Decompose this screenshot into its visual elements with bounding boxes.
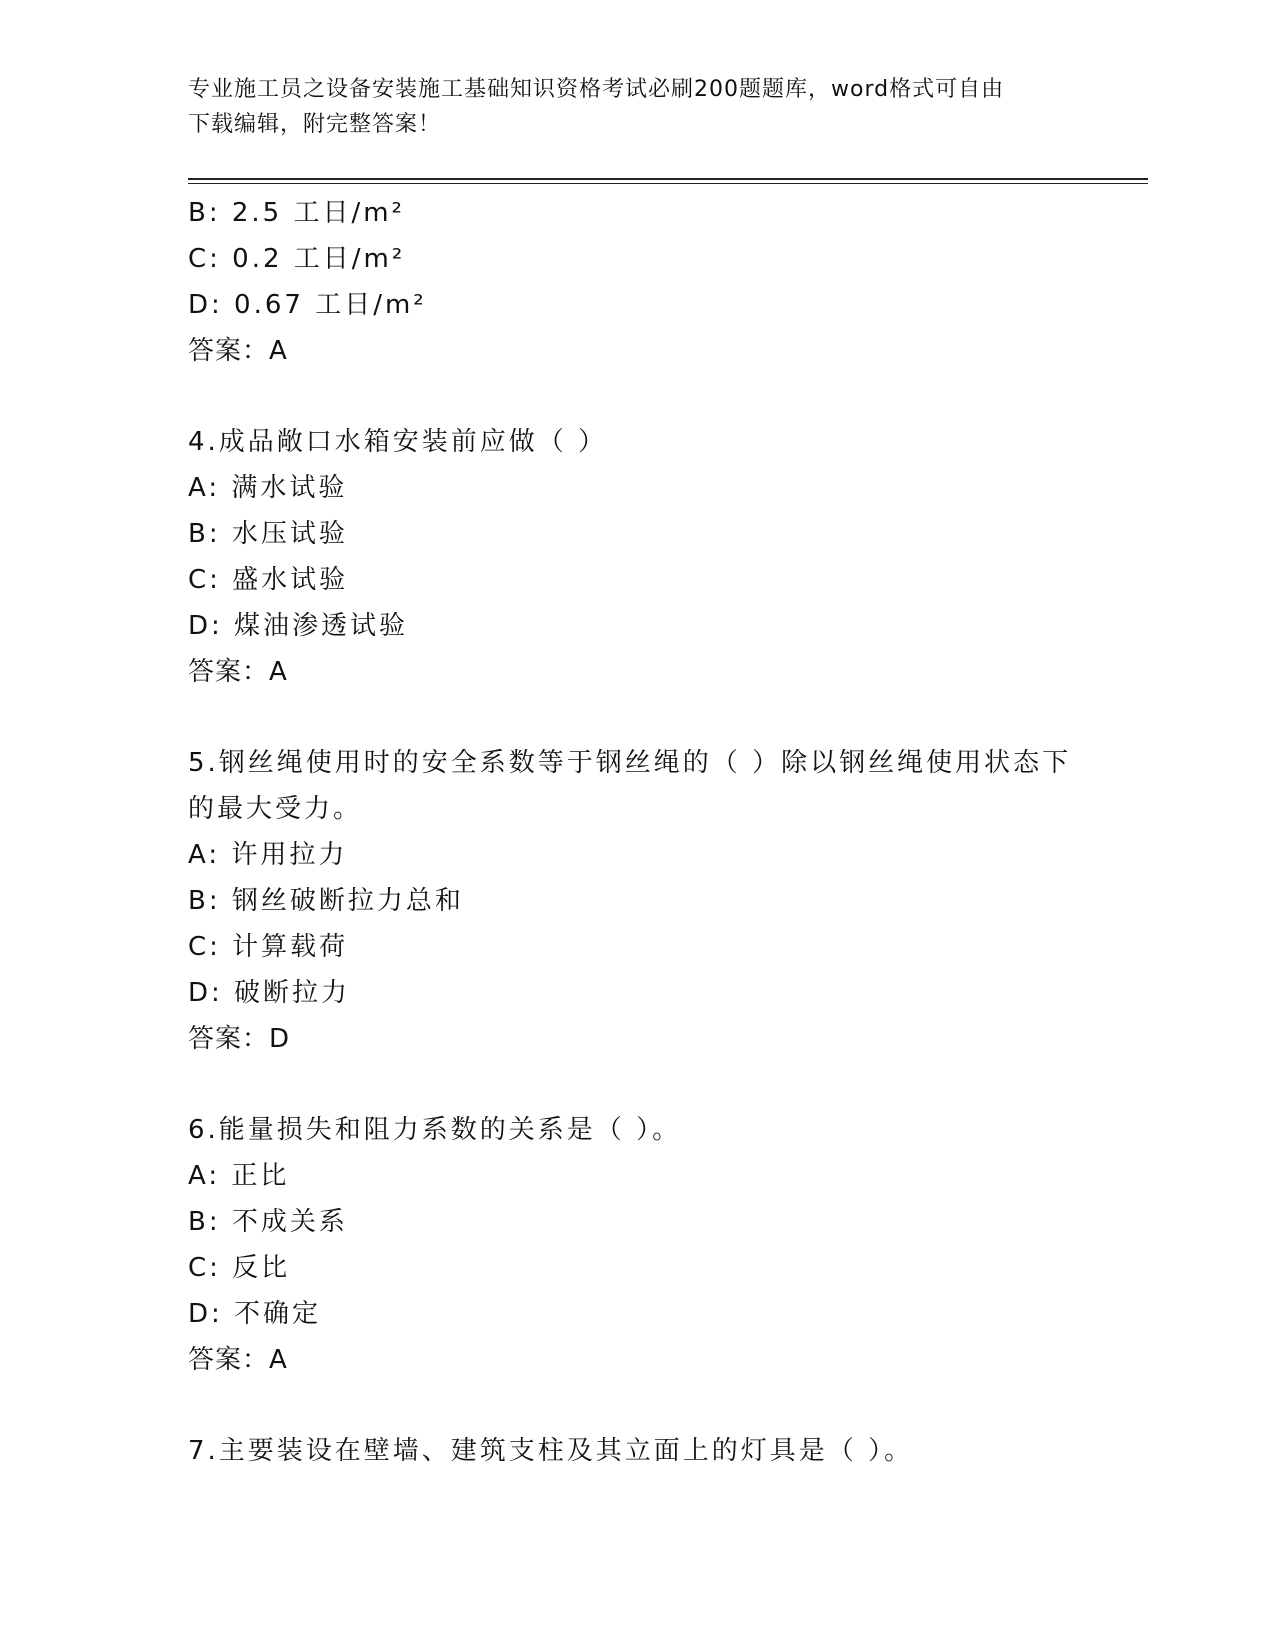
spacer (188, 695, 1088, 740)
header-title-line-1: 专业施工员之设备安装施工基础知识资格考试必刷200题题库，word格式可自由 (188, 77, 1005, 102)
option-c: C: 盛水试验 (188, 565, 349, 595)
spacer (188, 1383, 1088, 1428)
option-d: D: 煤油渗透试验 (188, 611, 409, 641)
option-a: A: 许用拉力 (188, 840, 348, 870)
question-7 (188, 1428, 1088, 1474)
question-4 (188, 419, 1088, 695)
document-header (188, 72, 1068, 142)
option-c: C: 0.2 工日/m² (188, 244, 406, 274)
answer: 答案：A (188, 336, 288, 366)
option-b: B: 不成关系 (188, 1207, 348, 1237)
option-a: A: 满水试验 (188, 473, 348, 503)
question-text-line-2: 的最大受力。 (188, 794, 363, 824)
option-d: D: 破断拉力 (188, 978, 351, 1008)
question-text: 7.主要装设在壁墙、建筑支柱及其立面上的灯具是（ ）。 (188, 1436, 914, 1466)
answer: 答案：D (188, 1024, 291, 1054)
option-b: B: 2.5 工日/m² (188, 198, 405, 228)
option-b: B: 钢丝破断拉力总和 (188, 886, 464, 916)
option-d: D: 0.67 工日/m² (188, 290, 427, 320)
header-divider-thin (188, 183, 1148, 184)
question-3-continuation (188, 190, 1088, 374)
answer: 答案：A (188, 657, 288, 687)
question-5 (188, 740, 1088, 1062)
question-text: 4.成品敞口水箱安装前应做（ ） (188, 427, 608, 457)
option-c: C: 计算载荷 (188, 932, 349, 962)
spacer (188, 374, 1088, 419)
option-c: C: 反比 (188, 1253, 291, 1283)
question-list (188, 190, 1088, 1474)
option-a: A: 正比 (188, 1161, 290, 1191)
answer: 答案：A (188, 1345, 288, 1375)
header-divider-thick (188, 178, 1148, 180)
question-text: 6.能量损失和阻力系数的关系是（ ）。 (188, 1115, 682, 1145)
header-title-line-2: 下载编辑，附完整答案！ (188, 112, 442, 137)
question-6 (188, 1107, 1088, 1383)
option-b: B: 水压试验 (188, 519, 348, 549)
spacer (188, 1062, 1088, 1107)
option-d: D: 不确定 (188, 1299, 322, 1329)
question-text-line-1: 5.钢丝绳使用时的安全系数等于钢丝绳的（ ）除以钢丝绳使用状态下 (188, 748, 1072, 778)
